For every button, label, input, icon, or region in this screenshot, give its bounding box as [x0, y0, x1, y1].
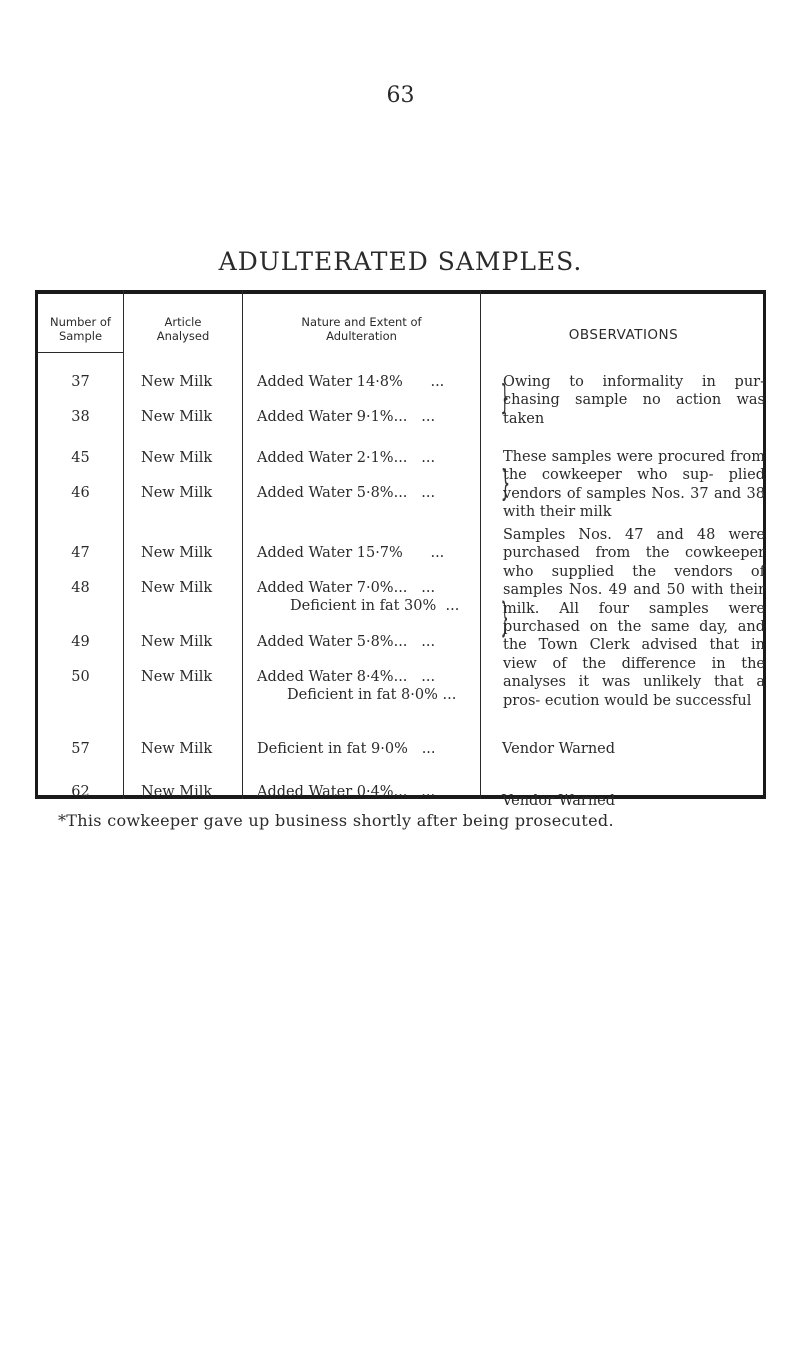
adulteration: Deficient in fat 9·0% ...: [257, 741, 436, 757]
header-observations: OBSERVATIONS: [568, 327, 679, 343]
sample-number: 50: [71, 669, 90, 685]
brace-icon: }: [500, 378, 510, 418]
article: New Milk: [141, 741, 213, 757]
article: New Milk: [141, 669, 213, 685]
adulteration: Added Water 7·0%... ...: [257, 580, 436, 596]
sample-number: 45: [71, 450, 90, 466]
article: New Milk: [141, 784, 213, 800]
adulteration: Added Water 0·4%... ...: [257, 784, 436, 800]
brace-icon: }: [500, 595, 509, 641]
column-divider: [480, 290, 481, 799]
adulteration: Added Water 14·8% ...: [257, 374, 445, 390]
article: New Milk: [141, 374, 213, 390]
adulteration: Added Water 5·8%... ...: [257, 485, 436, 501]
article: New Milk: [141, 580, 213, 596]
article: New Milk: [141, 485, 213, 501]
adulteration: Added Water 15·7% ...: [257, 545, 445, 561]
article: New Milk: [141, 634, 213, 650]
sample-number: 38: [71, 409, 90, 425]
observation-37-38: Owing to informality in pur- chasing sample no action was taken: [503, 374, 765, 427]
sample-number: 48: [71, 580, 90, 596]
column-divider: [123, 290, 124, 799]
observation-45-46: These samples were procured from the cowkeeper who sup- plied vendors of samples Nos. 37 and 38 with their milk: [503, 449, 765, 521]
header-article-line1: Article: [164, 315, 202, 329]
header-number: [38, 315, 123, 343]
article: New Milk: [141, 409, 213, 425]
page-number: 63: [386, 83, 415, 108]
observation: Vendor Warned: [502, 741, 616, 757]
adulteration-detail: Deficient in fat 8·0% ...: [287, 687, 457, 703]
sample-number: 37: [71, 374, 90, 390]
brace-icon: }: [500, 463, 511, 504]
adulteration: Added Water 5·8%... ...: [257, 634, 436, 650]
header-article-line2: Analysed: [156, 329, 210, 343]
sample-number: 47: [71, 545, 90, 561]
header-nature-line2: Adulteration: [326, 329, 397, 343]
footnote: *This cowkeeper gave up business shortly after being prosecuted.: [58, 811, 614, 830]
adulteration: Added Water 2·1%... ...: [257, 450, 436, 466]
page-title: ADULTERATED SAMPLES.: [218, 247, 583, 276]
adulteration-detail: Deficient in fat 30% ...: [290, 598, 460, 614]
header-nature: [243, 315, 480, 343]
adulteration: Added Water 9·1%... ...: [257, 409, 436, 425]
adulteration: Added Water 8·4%... ...: [257, 669, 436, 685]
header-rule: [38, 352, 123, 353]
sample-number: 57: [71, 741, 90, 757]
header-number-line2: Sample: [58, 329, 103, 343]
observation-47-50: Samples Nos. 47 and 48 were purchased from the cowkeeper who supplied the vendors of samples Nos. 49 and 50 with their milk. All four samples were purchased on the same day, and the Town Clerk advised that in view of the difference in the analyses it was unlikely that a pros- ecution would be successful: [503, 527, 765, 709]
sample-number: 49: [71, 634, 90, 650]
header-nature-line1: Nature and Extent of: [301, 315, 422, 329]
sample-number: 46: [71, 485, 90, 501]
header-number-line1: Number of: [50, 315, 111, 329]
observation: Vendor Warned: [502, 793, 616, 809]
column-divider: [242, 290, 243, 799]
header-article: [124, 315, 242, 343]
sample-number: 62: [71, 784, 90, 800]
article: New Milk: [141, 545, 213, 561]
article: New Milk: [141, 450, 213, 466]
